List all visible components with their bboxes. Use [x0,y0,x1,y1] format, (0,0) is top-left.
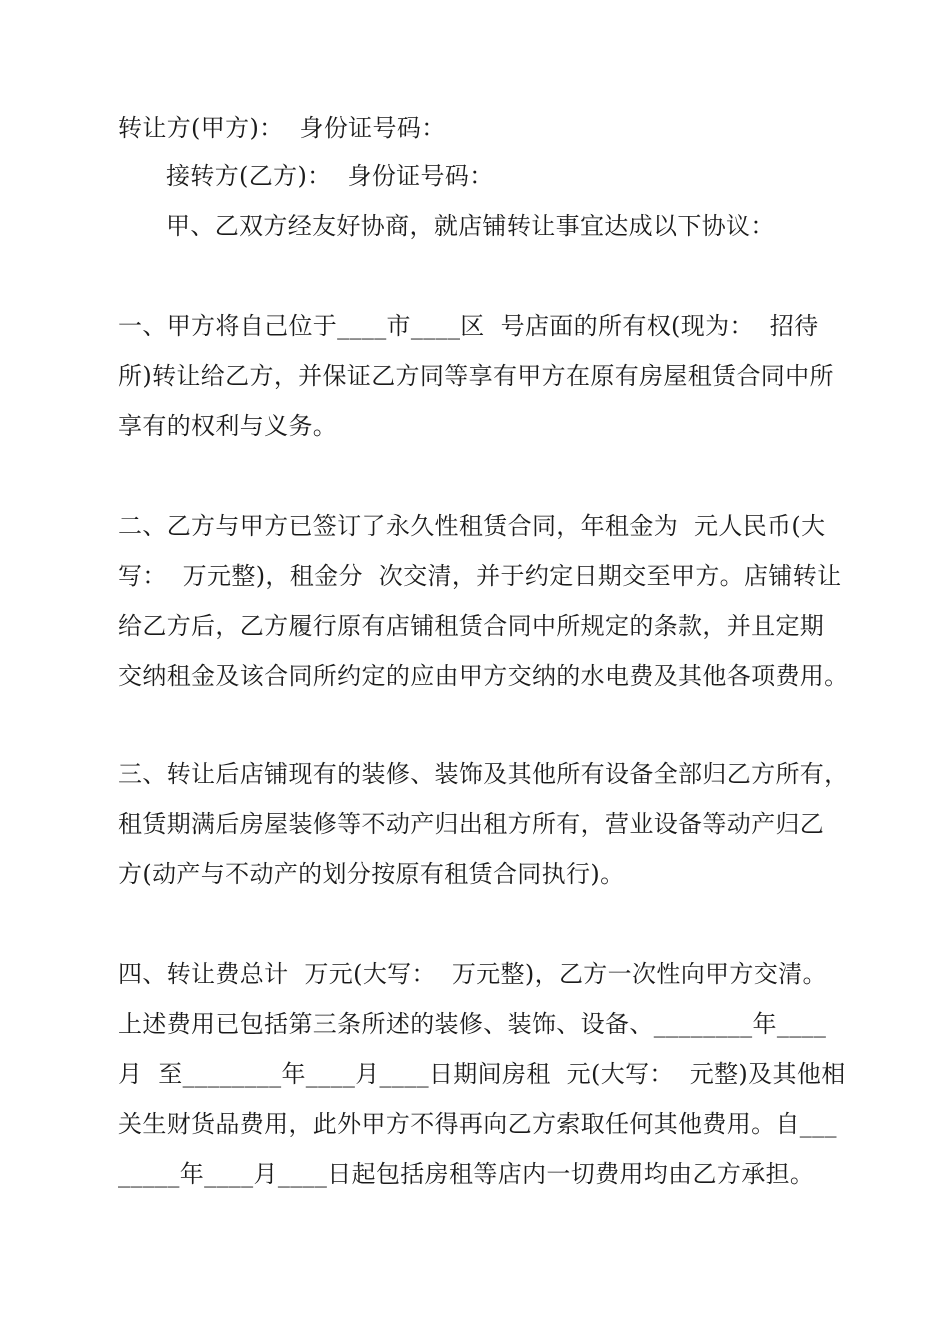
clause2-line: 交纳租金及该合同所约定的应由甲方交纳的水电费及其他各项费用。 [118,662,849,690]
intro-line: 甲、乙双方经友好协商，就店铺转让事宜达成以下协议： [166,212,775,240]
clause4-line: 月 至________年____月____日期间房租 元(大写： 元整)及其他相 [118,1060,846,1088]
clause1-line: 一、甲方将自己位于____市____区 号店面的所有权(现为： 招待 [118,312,819,340]
clause2-line: 二、乙方与甲方已签订了永久性租赁合同，年租金为 元人民币(大 [118,512,826,540]
clause4-line: 四、转让费总计 万元(大写： 万元整)，乙方一次性向甲方交清。 [118,960,827,988]
clause4-line: 上述费用已包括第三条所述的装修、装饰、设备、________年____ [118,1010,827,1038]
clause1-line: 享有的权利与义务。 [118,412,338,440]
clause3-line: 三、转让后店铺现有的装修、装饰及其他所有设备全部归乙方所有， [118,760,849,788]
clause2-line: 给乙方后，乙方履行原有店铺租赁合同中所规定的条款，并且定期 [118,612,825,640]
transferor-line: 转让方(甲方)： 身份证号码： [118,114,446,142]
clause3-line: 租赁期满后房屋装修等不动产归出租方所有，营业设备等动产归乙 [118,810,825,838]
clause1-line: 所)转让给乙方，并保证乙方同等享有甲方在原有房屋租赁合同中所 [118,362,834,390]
clause4-line: _____年____月____日起包括房租等店内一切费用均由乙方承担。 [118,1160,815,1188]
clause3-line: 方(动产与不动产的划分按原有租赁合同执行)。 [118,860,625,888]
clause4-line: 关生财货品费用，此外甲方不得再向乙方索取任何其他费用。自___ [118,1110,837,1138]
transferee-line: 接转方(乙方)： 身份证号码： [166,162,494,190]
clause2-line: 写： 万元整)，租金分 次交清，并于约定日期交至甲方。店铺转让 [118,562,842,590]
